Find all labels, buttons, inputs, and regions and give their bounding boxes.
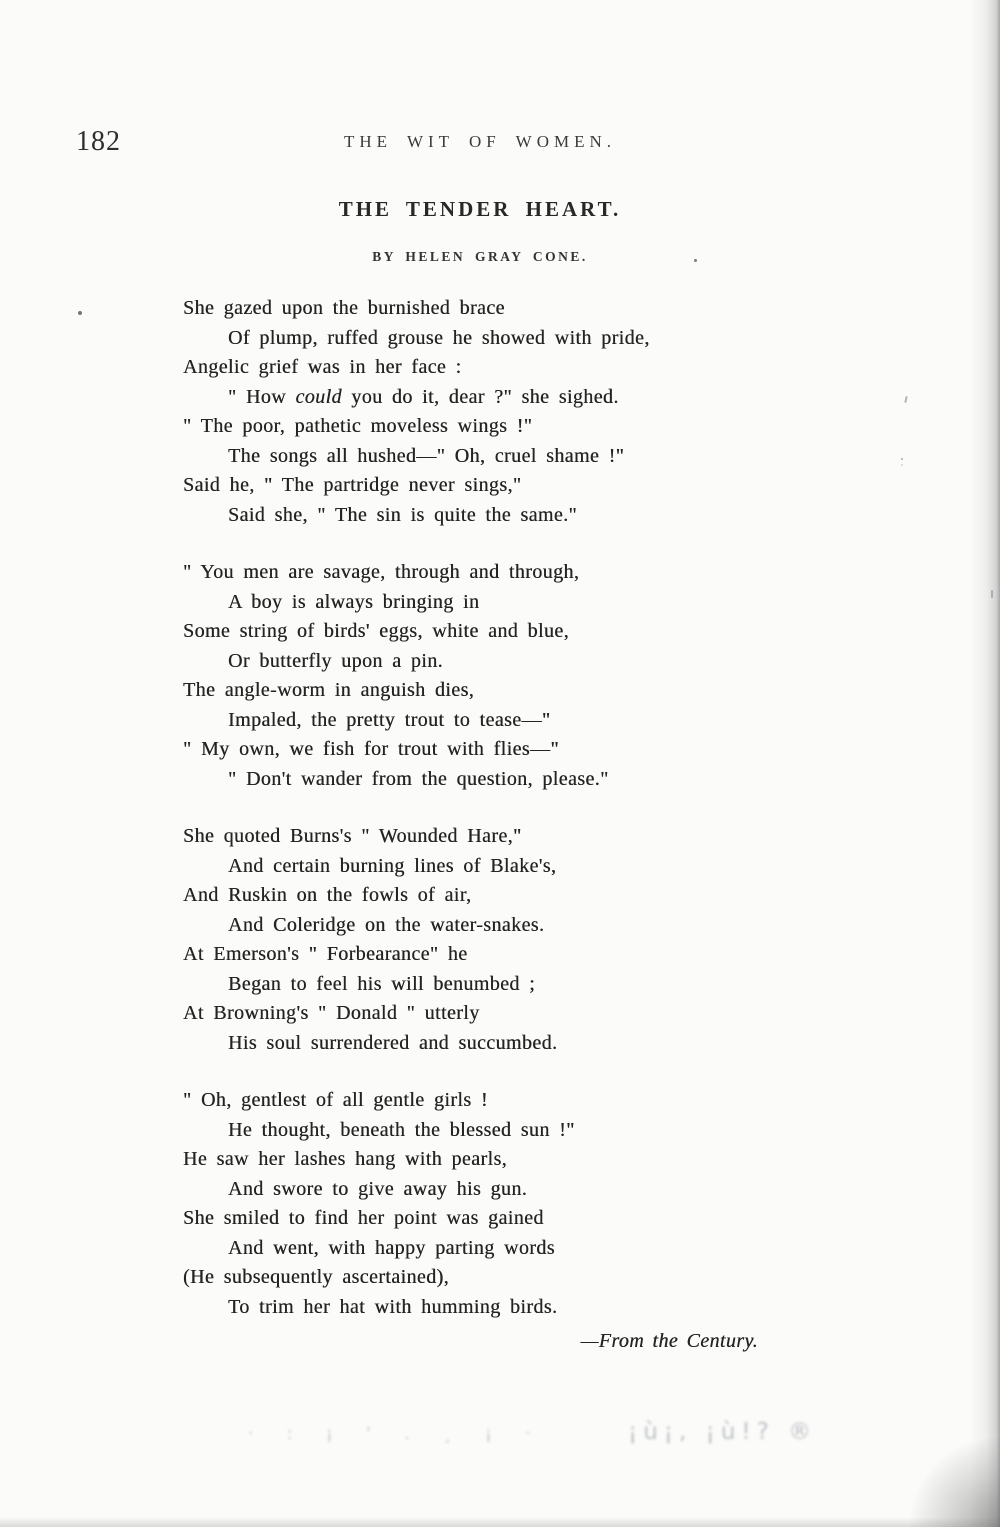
poem-line <box>183 558 823 588</box>
poem-text: " You men are savage, through and through, <box>183 561 580 583</box>
poem-line <box>183 881 823 911</box>
scan-smudge-left: · : ¡ ' . ¸ ¡ · <box>248 1424 545 1444</box>
poem-text: Of plump, ruffed grouse he showed with pride, <box>228 326 650 349</box>
page-header <box>0 126 960 157</box>
poem-text: Began to feel his will benumbed ; <box>228 972 536 995</box>
poem-text: And certain burning lines of Blake's, <box>228 854 557 877</box>
poem-text: His soul surrendered and succumbed. <box>228 1031 558 1054</box>
scan-speck <box>694 259 697 262</box>
poem-line <box>183 970 823 1000</box>
poem-line <box>183 1204 823 1234</box>
poem-text: " My own, we fish for trout with flies—" <box>183 738 559 760</box>
poem-line <box>183 911 823 941</box>
poem-word-italic: could <box>295 385 342 408</box>
poem-text: At Emerson's " Forbearance" he <box>183 943 468 965</box>
poem-line <box>183 1263 823 1293</box>
poem-text: " Don't wander from the question, please." <box>228 767 609 790</box>
running-header: THE WIT OF WOMEN. <box>343 132 617 151</box>
poem-text: She gazed upon the burnished brace <box>183 297 505 319</box>
poem-line <box>183 1116 823 1146</box>
poem-text: Said he, " The partridge never sings," <box>183 474 522 496</box>
poem-line <box>183 852 823 882</box>
poem-title: THE TENDER HEART. <box>338 197 622 221</box>
poem-line <box>183 501 823 531</box>
poem-line <box>183 1086 823 1116</box>
poem-text: She smiled to find her point was gained <box>183 1207 544 1229</box>
poem-line <box>183 1175 823 1205</box>
poem-line <box>183 442 823 472</box>
poem-attribution: —From the Century. <box>580 1330 758 1352</box>
poem-line <box>183 294 823 324</box>
poem-line <box>183 471 823 501</box>
poem-text: Or butterfly upon a pin. <box>228 649 444 672</box>
poem-line <box>183 1293 823 1323</box>
poem-text: you do it, dear ?" she sighed. <box>341 385 619 408</box>
scan-speck <box>991 590 993 598</box>
scan-speck <box>901 458 903 460</box>
poem-text: " The poor, pathetic moveless wings !" <box>183 415 533 437</box>
poem-byline: BY HELEN GRAY CONE. <box>372 249 588 264</box>
poem-line <box>183 676 823 706</box>
page-number: 182 <box>76 126 121 157</box>
poem-line <box>183 765 823 795</box>
poem-text: The songs all hushed—" Oh, cruel shame !" <box>228 444 625 467</box>
scan-smudge-right: ¡ù¡, ¡ù!? ® <box>628 1419 818 1445</box>
stanza <box>183 294 823 530</box>
poem-line <box>183 735 823 765</box>
poem-line <box>183 822 823 852</box>
scan-speck <box>78 311 82 315</box>
poem-text: " Oh, gentlest of all gentle girls ! <box>183 1089 488 1111</box>
poem-text: " How <box>228 385 296 408</box>
poem-line <box>183 353 823 383</box>
poem-line <box>183 940 823 970</box>
poem-text: A boy is always bringing in <box>228 590 480 613</box>
poem-text: She quoted Burns's " Wounded Hare," <box>183 825 522 847</box>
poem-line <box>183 1029 823 1059</box>
poem-line <box>183 617 823 647</box>
poem-text: And swore to give away his gun. <box>228 1177 528 1200</box>
poem-line <box>183 999 823 1029</box>
stanza <box>183 1086 823 1322</box>
poem-line <box>183 1145 823 1175</box>
poem-text: Said she, " The sin is quite the same." <box>228 503 578 526</box>
poem-text: At Browning's " Donald " utterly <box>183 1002 480 1024</box>
poem-line <box>183 324 823 354</box>
poem-text: (He subsequently ascertained), <box>183 1266 450 1288</box>
poem-text: Impaled, the pretty trout to tease—" <box>228 708 551 731</box>
poem-text: And Coleridge on the water-snakes. <box>228 913 545 936</box>
poem-text: The angle-worm in anguish dies, <box>183 679 475 701</box>
poem-line <box>183 706 823 736</box>
poem-text: And Ruskin on the fowls of air, <box>183 884 472 906</box>
poem-text: He thought, beneath the blessed sun !" <box>228 1118 575 1141</box>
poem-text: And went, with happy parting words <box>228 1236 555 1259</box>
poem-line <box>183 588 823 618</box>
poem-line <box>183 1234 823 1264</box>
poem-line <box>183 647 823 677</box>
poem-line <box>183 383 823 413</box>
poem-text: Some string of birds' eggs, white and blue, <box>183 620 569 642</box>
poem-text: Angelic grief was in her face : <box>183 356 462 378</box>
poem-body <box>183 294 823 1350</box>
stanza <box>183 558 823 794</box>
stanza <box>183 822 823 1058</box>
scan-edge-right <box>970 0 1000 1527</box>
poem-text: He saw her lashes hang with pearls, <box>183 1148 508 1170</box>
poem-line <box>183 412 823 442</box>
poem-text: To trim her hat with humming birds. <box>228 1295 558 1318</box>
